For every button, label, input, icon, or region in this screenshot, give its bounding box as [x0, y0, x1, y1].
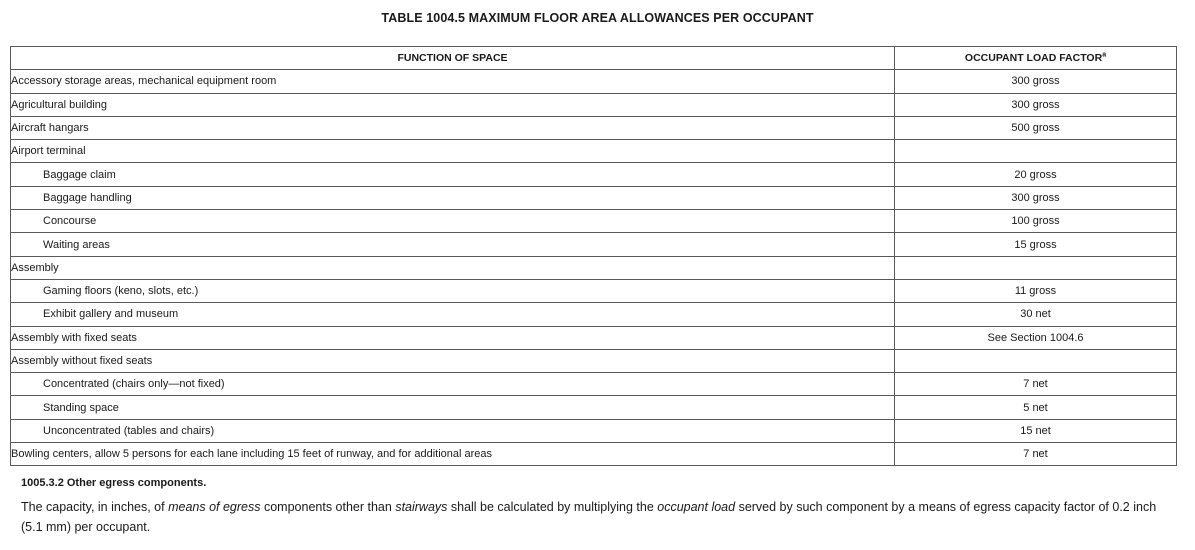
function-cell: Accessory storage areas, mechanical equipment room [11, 70, 895, 93]
function-cell: Assembly without fixed seats [11, 349, 895, 372]
defined-term: means of egress [168, 500, 261, 514]
function-cell: Aircraft hangars [11, 116, 895, 139]
defined-term: stairways [395, 500, 448, 514]
body-text: served by such component by a means of egress capacity factor of 0.2 inch (5.1 mm) per occupant. [21, 500, 1157, 534]
load-factor-cell: 300 gross [895, 70, 1177, 93]
load-factor-cell: 15 net [895, 419, 1177, 442]
function-cell: Exhibit gallery and museum [11, 303, 895, 326]
function-cell: Baggage claim [11, 163, 895, 186]
function-cell: Standing space [11, 396, 895, 419]
table-row [11, 116, 1177, 139]
function-cell: Concentrated (chairs only—not fixed) [11, 373, 895, 396]
table-row [11, 233, 1177, 256]
section-heading: 1005.3.2 Other egress components. [21, 477, 207, 489]
load-factor-cell: 7 net [895, 443, 1177, 466]
load-factor-cell: 500 gross [895, 116, 1177, 139]
function-cell: Baggage handling [11, 186, 895, 209]
body-text: components other than [260, 500, 396, 514]
load-factor-cell: 20 gross [895, 163, 1177, 186]
function-cell: Unconcentrated (tables and chairs) [11, 419, 895, 442]
load-factor-cell: 7 net [895, 373, 1177, 396]
load-factor-cell: 11 gross [895, 279, 1177, 302]
defined-term: occupant load [657, 500, 736, 514]
table-row [11, 163, 1177, 186]
load-factor-cell: 5 net [895, 396, 1177, 419]
table-row [11, 279, 1177, 302]
table-row [11, 70, 1177, 93]
table-row [11, 140, 1177, 163]
footnote-marker: a [1102, 51, 1107, 59]
table-row [11, 373, 1177, 396]
load-factor-cell: 15 gross [895, 233, 1177, 256]
body-text: shall be calculated by multiplying the [447, 500, 658, 514]
load-factor-cell [895, 349, 1177, 372]
table-row [11, 326, 1177, 349]
body-text: The capacity, in inches, of [21, 500, 169, 514]
table-row [11, 349, 1177, 372]
load-factor-cell: See Section 1004.6 [895, 326, 1177, 349]
function-cell: Waiting areas [11, 233, 895, 256]
occupant-load-table [10, 46, 1177, 466]
function-cell: Agricultural building [11, 93, 895, 116]
load-factor-cell: 300 gross [895, 93, 1177, 116]
function-cell: Concourse [11, 210, 895, 233]
table-row [11, 396, 1177, 419]
load-factor-cell: 30 net [895, 303, 1177, 326]
load-factor-cell: 300 gross [895, 186, 1177, 209]
table-row [11, 210, 1177, 233]
table-row [11, 443, 1177, 466]
table-row [11, 303, 1177, 326]
load-factor-cell [895, 140, 1177, 163]
table-row [11, 419, 1177, 442]
function-cell: Assembly with fixed seats [11, 326, 895, 349]
table-header-row [11, 47, 1177, 70]
function-cell: Airport terminal [11, 140, 895, 163]
load-factor-cell [895, 256, 1177, 279]
section-paragraph [21, 497, 1171, 537]
function-cell: Assembly [11, 256, 895, 279]
load-factor-cell: 100 gross [895, 210, 1177, 233]
table-row [11, 256, 1177, 279]
table-row [11, 93, 1177, 116]
function-cell: Gaming floors (keno, slots, etc.) [11, 279, 895, 302]
table-title: TABLE 1004.5 MAXIMUM FLOOR AREA ALLOWANCES PER OCCUPANT [381, 11, 814, 25]
table-row [11, 186, 1177, 209]
load-factor-header: OCCUPANT LOAD FACTOR$^a$ [895, 47, 1177, 70]
function-cell: Bowling centers, allow 5 persons for each lane including 15 feet of runway, and for additional areas [11, 443, 895, 466]
function-header: FUNCTION OF SPACE [11, 47, 895, 70]
